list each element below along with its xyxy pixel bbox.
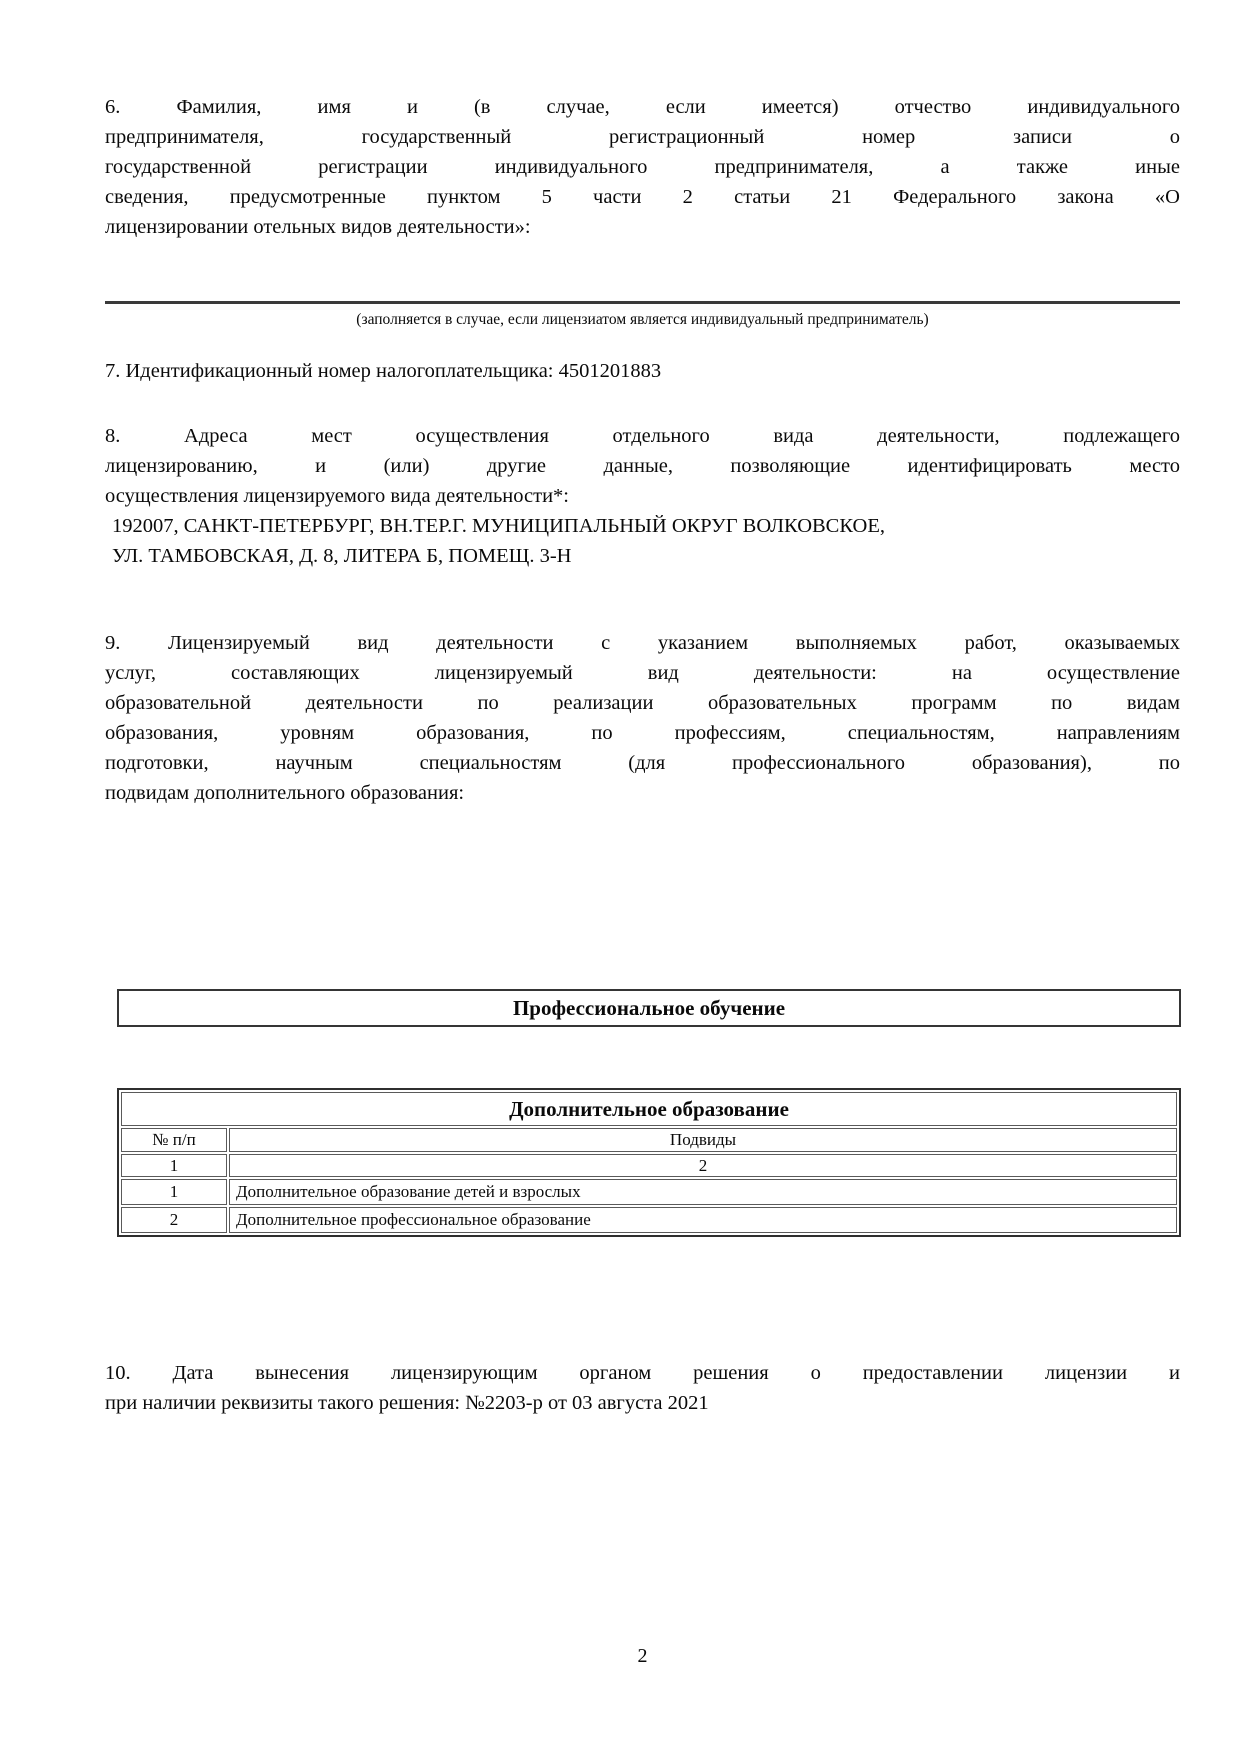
address-line: 192007, САНКТ-ПЕТЕРБУРГ, ВН.ТЕР.Г. МУНИЦИПАЛЬНЫЙ ОКРУГ ВОЛКОВСКОЕ,	[112, 515, 885, 537]
item-9-paragraph-activity	[105, 628, 1180, 808]
row-subtype-cell: Дополнительное образование детей и взрослых	[229, 1179, 1177, 1205]
paragraph-line: 6. Фамилия, имя и (в случае, если имеется) отчество индивидуального	[105, 96, 1180, 118]
paragraph-line: 9. Лицензируемый вид деятельности с указанием выполняемых работ, оказываемых	[105, 632, 1180, 654]
professional-training-title: Профессиональное обучение	[512, 996, 786, 1020]
table-row	[121, 1179, 1177, 1205]
item-7-paragraph-inn: 7. Идентификационный номер налогоплательщика: 4501201883	[105, 360, 662, 382]
paragraph-line: лицензированию, и (или) другие данные, позволяющие идентифицировать место	[105, 455, 1180, 477]
paragraph-line: подготовки, научным специальностям (для профессионального образования), по	[105, 752, 1180, 774]
paragraph-line: услуг, составляющих лицензируемый вид деятельности: на осуществление	[105, 662, 1180, 684]
item-6-paragraph	[105, 92, 1180, 242]
professional-training-heading-box	[117, 989, 1181, 1027]
additional-education-table	[117, 1088, 1181, 1237]
fill-in-separator-line	[105, 301, 1180, 304]
paragraph-line: образования, уровням образования, по профессиям, специальностям, направлениям	[105, 722, 1180, 744]
paragraph-line: 8. Адреса мест осуществления отдельного вида деятельности, подлежащего	[105, 425, 1180, 447]
table-row	[121, 1207, 1177, 1233]
item-8-paragraph-addresses	[105, 421, 1180, 571]
table-title: Дополнительное образование	[121, 1092, 1177, 1126]
column-number-cell: 1	[121, 1154, 227, 1177]
column-header-number: № п/п	[121, 1128, 227, 1152]
row-number-cell: 2	[121, 1207, 227, 1233]
paragraph-line: лицензировании отельных видов деятельности»:	[105, 216, 531, 238]
table-header-row	[121, 1128, 1177, 1152]
item-6-footnote: (заполняется в случае, если лицензиатом является индивидуальный предприниматель)	[356, 311, 929, 328]
row-number-cell: 1	[121, 1179, 227, 1205]
paragraph-line: 10. Дата вынесения лицензирующим органом решения о предоставлении лицензии и	[105, 1362, 1180, 1384]
column-header-subtypes: Подвиды	[229, 1128, 1177, 1152]
address-line: УЛ. ТАМБОВСКАЯ, Д. 8, ЛИТЕРА Б, ПОМЕЩ. 3-Н	[112, 545, 572, 567]
item-10-paragraph-decision	[105, 1358, 1180, 1418]
paragraph-line: осуществления лицензируемого вида деятельности*:	[105, 485, 569, 507]
page-number: 2	[637, 1645, 648, 1667]
table-title-row	[121, 1092, 1177, 1126]
paragraph-line: подвидам дополнительного образования:	[105, 782, 465, 804]
column-number-row	[121, 1154, 1177, 1177]
paragraph-line: при наличии реквизиты такого решения: №2203-р от 03 августа 2021	[105, 1392, 709, 1414]
paragraph-line: сведения, предусмотренные пунктом 5 части 2 статьи 21 Федерального закона «О	[105, 186, 1180, 208]
paragraph-line: предпринимателя, государственный регистрационный номер записи о	[105, 126, 1180, 148]
paragraph-line: государственной регистрации индивидуального предпринимателя, а также иные	[105, 156, 1180, 178]
column-number-cell: 2	[229, 1154, 1177, 1177]
paragraph-line: образовательной деятельности по реализации образовательных программ по видам	[105, 692, 1180, 714]
row-subtype-cell: Дополнительное профессиональное образование	[229, 1207, 1177, 1233]
